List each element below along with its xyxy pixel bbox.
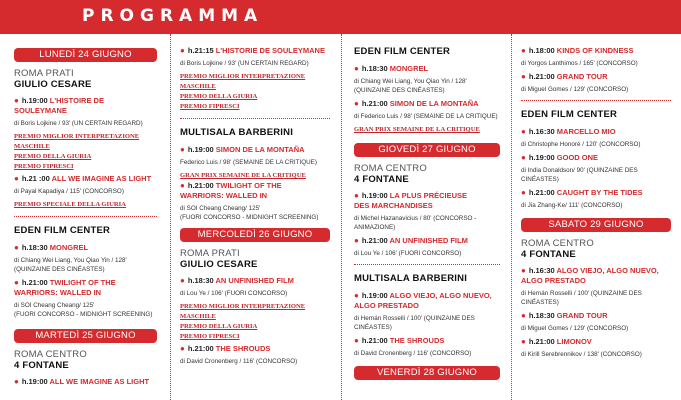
screening-title-line: ALGO PRESTADO (521, 276, 586, 285)
venue-name: GIULIO CESARE (180, 259, 258, 270)
film-details: di India Donaldson/ 90' (QUINZAINE DES CINÉASTES) (521, 167, 638, 183)
screening: ● h.21 :00 ALL WE IMAGINE AS LIGHT (14, 174, 152, 183)
screening: ● h.21:00 THE SHROUDS (354, 336, 445, 345)
day-header: GIOVEDÌ 27 GIUGNO (354, 143, 500, 157)
bullet-icon: ● (521, 46, 526, 55)
film-details: di Lou Ye / 106' (FUORI CONCORSO) (180, 290, 288, 297)
award-link[interactable]: GRAN PRIX SEMAINE DE LA CRITIQUE (354, 126, 480, 133)
bullet-icon: ● (180, 145, 185, 154)
divider (180, 118, 330, 119)
film-details: di Yorgos Lanthimos / 165' (CONCORSO) (521, 60, 638, 67)
film-details: di Chiang Wei Liang, You Qiao Yin / 128' (QUINZAINE DES CINÉASTES) (354, 78, 467, 94)
schedule-column-3 (354, 34, 500, 400)
venue-name: MULTISALA BARBERINI (180, 127, 294, 138)
bullet-icon: ● (180, 276, 185, 285)
bullet-icon: ● (521, 127, 526, 136)
bullet-icon: ● (521, 266, 526, 275)
venue-name: GIULIO CESARE (14, 79, 92, 90)
venue-name: EDEN FILM CENTER (14, 225, 111, 236)
bullet-icon: ● (14, 174, 19, 183)
award-link[interactable]: PREMIO MIGLIOR INTERPRETAZIONE MASCHILE (180, 303, 306, 320)
screening: ● h.19:00 ALL WE IMAGINE AS LIGHT (14, 377, 150, 386)
screening: ● h.18:30 AN UNFINISHED FILM (180, 276, 294, 285)
film-details: di Federico Luis / 98' (SEMAINE DE LA CRITIQUE) (354, 113, 498, 120)
screening: ● h.18:00 KINDS OF KINDNESS (521, 46, 634, 55)
column-divider (341, 34, 342, 400)
film-details: di SOI Cheang Cheang/ 125' (FUORI CONCORSO - MIDNIGHT SCREENING) (180, 205, 319, 221)
film-details: di Miguel Gomes / 129' (CONCORSO) (521, 325, 629, 332)
schedule-column-4 (521, 34, 671, 400)
award-link[interactable]: PREMIO SPECIALE DELLA GIURIA (14, 201, 126, 208)
bullet-icon: ● (521, 311, 526, 320)
screening: ● h.21:00 TWILIGHT OF THE (14, 278, 116, 287)
film-details: di SOI Cheang Cheang/ 125' (FUORI CONCORSO - MIDNIGHT SCREENING) (14, 302, 153, 318)
column-divider (170, 34, 171, 400)
film-details: di Hernán Rosselli / 100' (QUINZAINE DES CINÉASTES) (354, 315, 475, 331)
film-details: di Boris Lojkine / 93' (UN CERTAIN REGARD) (14, 120, 143, 127)
venue-name: 4 FONTANE (354, 174, 409, 185)
day-header: MARTEDÌ 25 GIUGNO (14, 329, 157, 343)
bullet-icon: ● (180, 344, 185, 353)
day-header: SABATO 29 GIUGNO (521, 218, 671, 232)
bullet-icon: ● (354, 336, 359, 345)
day-header: VENERDÌ 28 GIUGNO (354, 366, 500, 380)
bullet-icon: ● (14, 278, 19, 287)
divider (14, 216, 157, 217)
film-details: di David Cronenberg / 116' (CONCORSO) (180, 358, 298, 365)
city-label: ROMA CENTRO (354, 163, 427, 174)
film-details: di Chiang Wei Liang, You Qiao Yin / 128' (QUINZAINE DES CINÉASTES) (14, 257, 127, 273)
award-link[interactable]: PREMIO FIPRESCI (180, 333, 240, 340)
venue-name: 4 FONTANE (521, 249, 576, 260)
screening: ● h.18:30 MONGREL (354, 64, 429, 73)
film-details: di Christophe Honoré / 120' (CONCORSO) (521, 141, 641, 148)
award-link[interactable]: PREMIO DELLA GIURIA (180, 93, 258, 100)
screening: ● h.21:15 L'HISTORIE DE SOULEYMANE (180, 46, 325, 55)
screening: ● h.21:00 TWILIGHT OF THE (180, 181, 282, 190)
screening: ● h.21:00 SIMON DE LA MONTAÑA (354, 99, 479, 108)
screening: ● h.19:00 ALGO VIEJO, ALGO NUEVO, (354, 291, 492, 300)
header-bar (0, 0, 681, 34)
screening-title-line: DES MARCHANDISES (354, 201, 433, 210)
bullet-icon: ● (180, 181, 185, 190)
screening: ● h.21:00 GRAND TOUR (521, 72, 608, 81)
schedule-column-2 (180, 34, 330, 400)
screening: ● h.19:00 SIMON DE LA MONTAÑA (180, 145, 305, 154)
venue-name: EDEN FILM CENTER (354, 46, 451, 57)
divider (354, 264, 500, 265)
screening: ● h.21:00 THE SHROUDS (180, 344, 271, 353)
award-link[interactable]: PREMIO FIPRESCI (14, 163, 74, 170)
bullet-icon: ● (521, 72, 526, 81)
city-label: ROMA CENTRO (521, 238, 594, 249)
film-details: di Payal Kapadiya / 115' (CONCORSO) (14, 188, 124, 195)
screening: ● h.21:00 CAUGHT BY THE TIDES (521, 188, 643, 197)
page-title: PROGRAMMA (82, 6, 264, 26)
award-link[interactable]: PREMIO DELLA GIURIA (180, 323, 258, 330)
city-label: ROMA PRATI (14, 68, 74, 79)
screening-title-line: ALGO PRESTADO (354, 301, 419, 310)
screening-title-line: WARRIORS: WALLED IN (14, 288, 102, 297)
screening: ● h.19:00 LA PLUS PRÉCIEUSE (354, 191, 468, 200)
venue-name: 4 FONTANE (14, 360, 69, 371)
film-details: di David Cronenberg / 116' (CONCORSO) (354, 350, 472, 357)
award-link[interactable]: PREMIO DELLA GIURIA (14, 153, 92, 160)
bullet-icon: ● (354, 64, 359, 73)
bullet-icon: ● (14, 96, 19, 105)
schedule-column-1 (14, 34, 157, 400)
city-label: ROMA PRATI (180, 248, 240, 259)
screening: ● h.19:00 L'HISTOIRE DE SOULEYMANE (14, 96, 104, 115)
column-divider (511, 34, 512, 400)
film-details: di Kirill Serebrennikov / 138' (CONCORSO) (521, 351, 642, 358)
venue-name: MULTISALA BARBERINI (354, 273, 468, 284)
film-details: di Jia Zhang-Ke/ 111' (CONCORSO) (521, 202, 623, 209)
award-link[interactable]: PREMIO MIGLIOR INTERPRETAZIONE MASCHILE (14, 133, 140, 150)
film-details: di Michel Hazanavicius / 80' (CONCORSO - ANIMAZIONE) (354, 215, 477, 231)
venue-name: EDEN FILM CENTER (521, 109, 618, 120)
bullet-icon: ● (354, 291, 359, 300)
divider (521, 100, 671, 101)
bullet-icon: ● (521, 337, 526, 346)
bullet-icon: ● (14, 243, 19, 252)
film-details: di Lou Ye / 106' (FUORI CONCORSO) (354, 250, 462, 257)
screening: ● h.21:00 AN UNFINISHED FILM (354, 236, 468, 245)
film-details: di Miguel Gomes / 129' (CONCORSO) (521, 86, 629, 93)
screening-title-line: WARRIORS: WALLED IN (180, 191, 268, 200)
bullet-icon: ● (354, 191, 359, 200)
award-link[interactable]: PREMIO FIPRESCI (180, 103, 240, 110)
city-label: ROMA CENTRO (14, 349, 87, 360)
bullet-icon: ● (354, 236, 359, 245)
screening: ● h.19:00 GOOD ONE (521, 153, 599, 162)
award-link[interactable]: GRAN PRIX SEMAINE DE LA CRITIQUE (180, 172, 306, 179)
bullet-icon: ● (521, 188, 526, 197)
screening: ● h.16:30 ALGO VIEJO, ALGO NUEVO, (521, 266, 659, 275)
screening: ● h.18:30 GRAND TOUR (521, 311, 608, 320)
bullet-icon: ● (14, 377, 19, 386)
screening: ● h.21:00 LIMONOV (521, 337, 592, 346)
bullet-icon: ● (354, 99, 359, 108)
bullet-icon: ● (180, 46, 185, 55)
screening: ● h.16:30 MARCELLO MIO (521, 127, 616, 136)
award-link[interactable]: PREMIO MIGLIOR INTERPRETAZIONE MASCHILE (180, 73, 306, 90)
film-details: Federico Luis / 98' (SEMAINE DE LA CRITIQUE) (180, 159, 317, 166)
screening: ● h.18:30 MONGREL (14, 243, 89, 252)
film-details: di Boris Lojkine / 93' (UN CERTAIN REGARD) (180, 60, 309, 67)
bullet-icon: ● (521, 153, 526, 162)
day-header: LUNEDÌ 24 GIUGNO (14, 48, 157, 62)
film-details: di Hernán Rosselli / 100' (QUINZAINE DES CINÉASTES) (521, 290, 642, 306)
day-header: MERCOLEDÌ 26 GIUGNO (180, 228, 330, 242)
